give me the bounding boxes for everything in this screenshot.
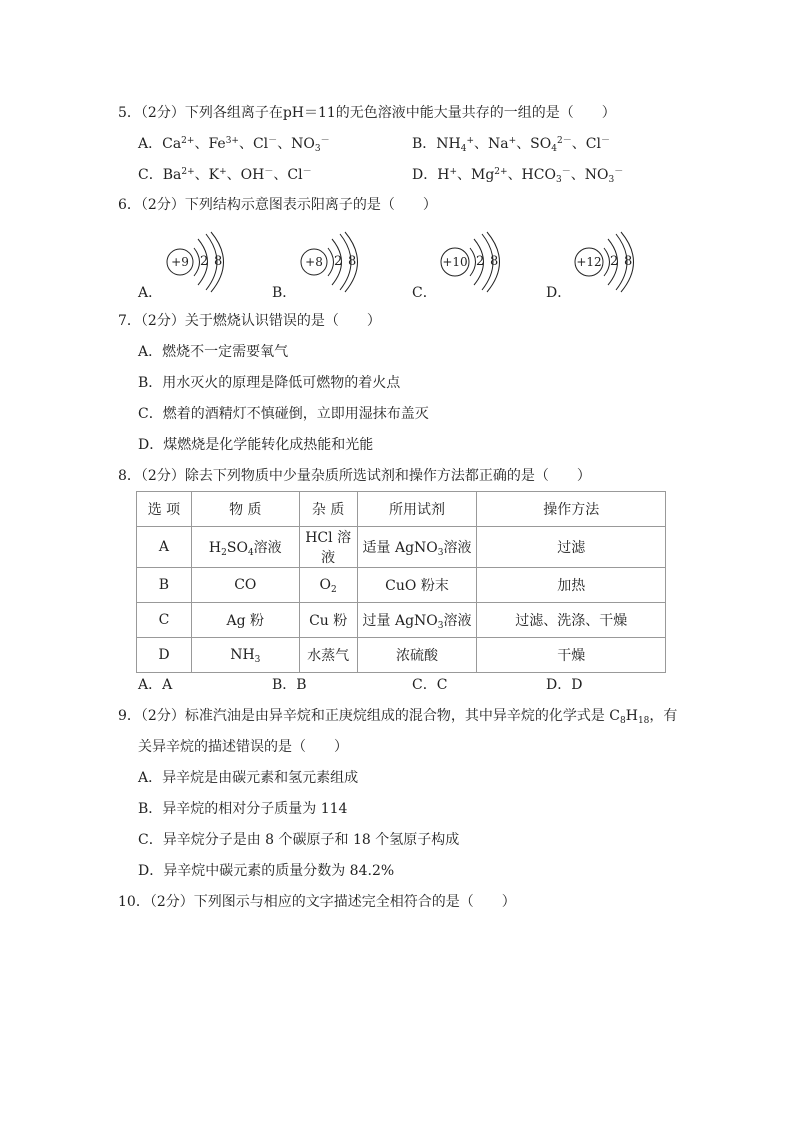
- nucleus-charge: +8: [305, 255, 323, 269]
- row-option: D: [137, 638, 192, 673]
- question-8-option-b: B．B: [272, 677, 307, 693]
- row-method: 过滤: [477, 527, 666, 568]
- question-7-option-c: C．燃着的酒精灯不慎碰倒，立即用湿抹布盖灭: [138, 406, 429, 422]
- row-substance: $H_2SO_4$溶液: [191, 527, 299, 568]
- header-reagent: 所用试剂: [357, 492, 477, 527]
- row-reagent: 浓硫酸: [357, 638, 477, 673]
- header-impurity: 杂 质: [299, 492, 357, 527]
- header-substance: 物 质: [191, 492, 299, 527]
- shell-1-count: 2: [610, 254, 619, 269]
- row-method: 过滤、洗涤、干燥: [477, 603, 666, 638]
- question-8-option-a: A．A: [138, 677, 173, 693]
- question-7-option-a: A．燃烧不一定需要氧气: [138, 344, 289, 360]
- question-5-option-a: A．$Ca^{2+}$、$Fe^{3+}$、Cl－、$NO_3^-$: [138, 136, 330, 154]
- reagent-table: [136, 491, 666, 673]
- shell-2-count: 8: [348, 254, 357, 269]
- row-substance: $NH_3$: [191, 638, 299, 673]
- question-8-stem: 8．（2分）除去下列物质中少量杂质所选试剂和操作方法都正确的是（ ）: [118, 468, 591, 484]
- nucleus-charge: +12: [576, 255, 602, 269]
- option-label: A．: [138, 285, 163, 301]
- question-9-option-a: A．异辛烷是由碳元素和氢元素组成: [138, 770, 359, 786]
- atom-diagram-a: [138, 224, 248, 304]
- table-header-row: [137, 492, 666, 527]
- nucleus-charge: +10: [442, 255, 468, 269]
- question-9-stem: 9．（2分）标准汽油是由异辛烷和正庚烷组成的混合物，其中异辛烷的化学式是 $C_8H_{18}$，有: [118, 708, 678, 726]
- question-10-stem: 10．（2分）下列图示与相应的文字描述完全相符合的是（ ）: [118, 894, 516, 910]
- row-method: 加热: [477, 568, 666, 603]
- row-option: C: [137, 603, 192, 638]
- atom-diagram-c: [412, 224, 522, 304]
- table-row: [137, 527, 666, 568]
- atom-diagram-b: [272, 224, 382, 304]
- row-impurity: $O_2$: [299, 568, 357, 603]
- question-7-stem: 7．（2分）关于燃烧认识错误的是（ ）: [118, 313, 381, 329]
- question-5-stem: 5．（2分）下列各组离子在pH＝11的无色溶液中能大量共存的一组的是（ ）: [118, 105, 616, 121]
- option-label: D．: [546, 285, 572, 301]
- row-impurity: HCl 溶液: [299, 527, 357, 568]
- question-6-stem: 6．（2分）下列结构示意图表示阳离子的是（ ）: [118, 197, 437, 213]
- shell-1-count: 2: [200, 254, 209, 269]
- question-8-option-d: D．D: [546, 677, 583, 693]
- shell-2-count: 8: [624, 254, 633, 269]
- question-7-option-b: B．用水灭火的原理是降低可燃物的着火点: [138, 375, 401, 391]
- header-option: 选 项: [137, 492, 192, 527]
- shell-2-count: 8: [214, 254, 223, 269]
- row-substance: CO: [191, 568, 299, 603]
- question-5-option-b: B．$NH_4^+$、Na+、$SO_4^{2-}$、Cl－: [412, 136, 610, 154]
- question-9-stem-continued: 关异辛烷的描述错误的是（ ）: [138, 739, 348, 755]
- row-reagent: CuO 粉末: [357, 568, 477, 603]
- nucleus-charge: +9: [171, 255, 189, 269]
- row-option: A: [137, 527, 192, 568]
- row-method: 干燥: [477, 638, 666, 673]
- shell-1-count: 2: [476, 254, 485, 269]
- row-impurity: Cu 粉: [299, 603, 357, 638]
- table-row: [137, 603, 666, 638]
- row-impurity: 水蒸气: [299, 638, 357, 673]
- question-9-option-c: C．异辛烷分子是由 8 个碳原子和 18 个氢原子构成: [138, 832, 460, 848]
- row-substance: Ag 粉: [191, 603, 299, 638]
- option-label: C．: [412, 285, 437, 301]
- table-row: [137, 568, 666, 603]
- atom-diagram-d: [546, 224, 656, 304]
- question-5-option-c: C．$Ba^{2+}$、K+、OH－、Cl－: [138, 167, 312, 183]
- table-row: [137, 638, 666, 673]
- question-9-option-d: D．异辛烷中碳元素的质量分数为 84.2%: [138, 863, 395, 879]
- question-9-option-b: B．异辛烷的相对分子质量为 114: [138, 801, 348, 817]
- question-5-option-d: D．H+、$Mg^{2+}$、$HCO_3^-$、$NO_3^-$: [412, 167, 624, 185]
- question-8-option-c: C．C: [412, 677, 448, 693]
- header-method: 操作方法: [477, 492, 666, 527]
- question-7-option-d: D．煤燃烧是化学能转化成热能和光能: [138, 437, 374, 453]
- row-option: B: [137, 568, 192, 603]
- row-reagent: 过量 AgNO$_3$溶液: [357, 603, 477, 638]
- option-label: B．: [272, 285, 297, 301]
- row-reagent: 适量 AgNO$_3$溶液: [357, 527, 477, 568]
- shell-1-count: 2: [334, 254, 343, 269]
- shell-2-count: 8: [490, 254, 499, 269]
